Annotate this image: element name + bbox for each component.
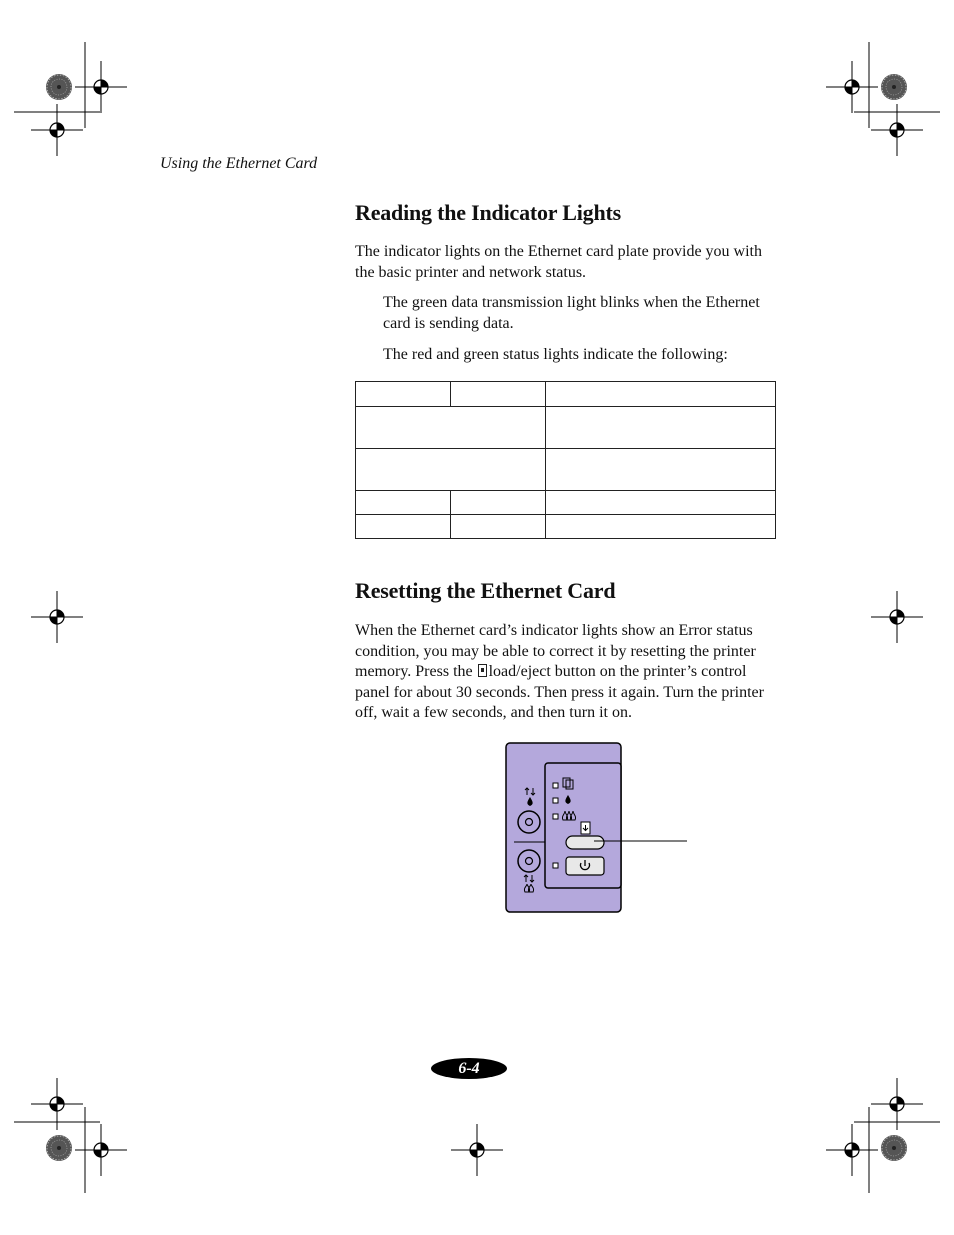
- table-cell: [356, 449, 546, 491]
- running-head: Using the Ethernet Card: [160, 155, 318, 172]
- intro-paragraph: The indicator lights on the Ethernet card plate provide you with the basic printer and network status.: [355, 243, 762, 281]
- indicator-light: [553, 798, 558, 803]
- indicator-light: [553, 814, 558, 819]
- bullet-paragraph: The green data transmission light blinks when the Ethernet card is sending data.: [383, 294, 760, 332]
- table-row: [356, 515, 776, 539]
- bullet-paragraph: The red and green status lights indicate the following:: [383, 346, 728, 363]
- table-cell: [546, 382, 776, 407]
- reset-text-part1: When the Ethernet card’s indicator lights show an Error status condition, you may be able to correct it by resetting the printer memory. Press the: [355, 622, 756, 680]
- table-cell: [546, 491, 776, 515]
- left-button-top: [518, 811, 540, 833]
- page-number: 6-4: [431, 1058, 507, 1079]
- indicator-light: [553, 783, 558, 788]
- left-button-bottom: [518, 850, 540, 872]
- table-cell: [356, 382, 451, 407]
- table-cell: [356, 515, 451, 539]
- table-row: [356, 491, 776, 515]
- table-cell: [451, 491, 546, 515]
- table-cell: [356, 491, 451, 515]
- status-table: [355, 381, 776, 539]
- table-cell: [546, 407, 776, 449]
- table-row: [356, 449, 776, 491]
- table-cell: [451, 515, 546, 539]
- section-title-indicator-lights: Reading the Indicator Lights: [355, 200, 621, 225]
- table-cell: [546, 449, 776, 491]
- load-eject-button[interactable]: [566, 836, 604, 849]
- reset-paragraph: [355, 621, 780, 724]
- section-title-resetting: Resetting the Ethernet Card: [355, 578, 616, 603]
- load-eject-icon: [478, 664, 487, 677]
- table-row: [356, 407, 776, 449]
- control-panel-figure: [500, 740, 690, 918]
- table-cell: [451, 382, 546, 407]
- table-cell: [546, 515, 776, 539]
- table-cell: [356, 407, 546, 449]
- indicator-light: [553, 863, 558, 868]
- reset-text-part2: load/eject button on the printer’s control panel for about 30 seconds. Then press it again. Turn the printer off, wait a few seconds, and then turn it on.: [355, 663, 764, 721]
- table-row: [356, 382, 776, 407]
- load-eject-icon: [581, 822, 590, 834]
